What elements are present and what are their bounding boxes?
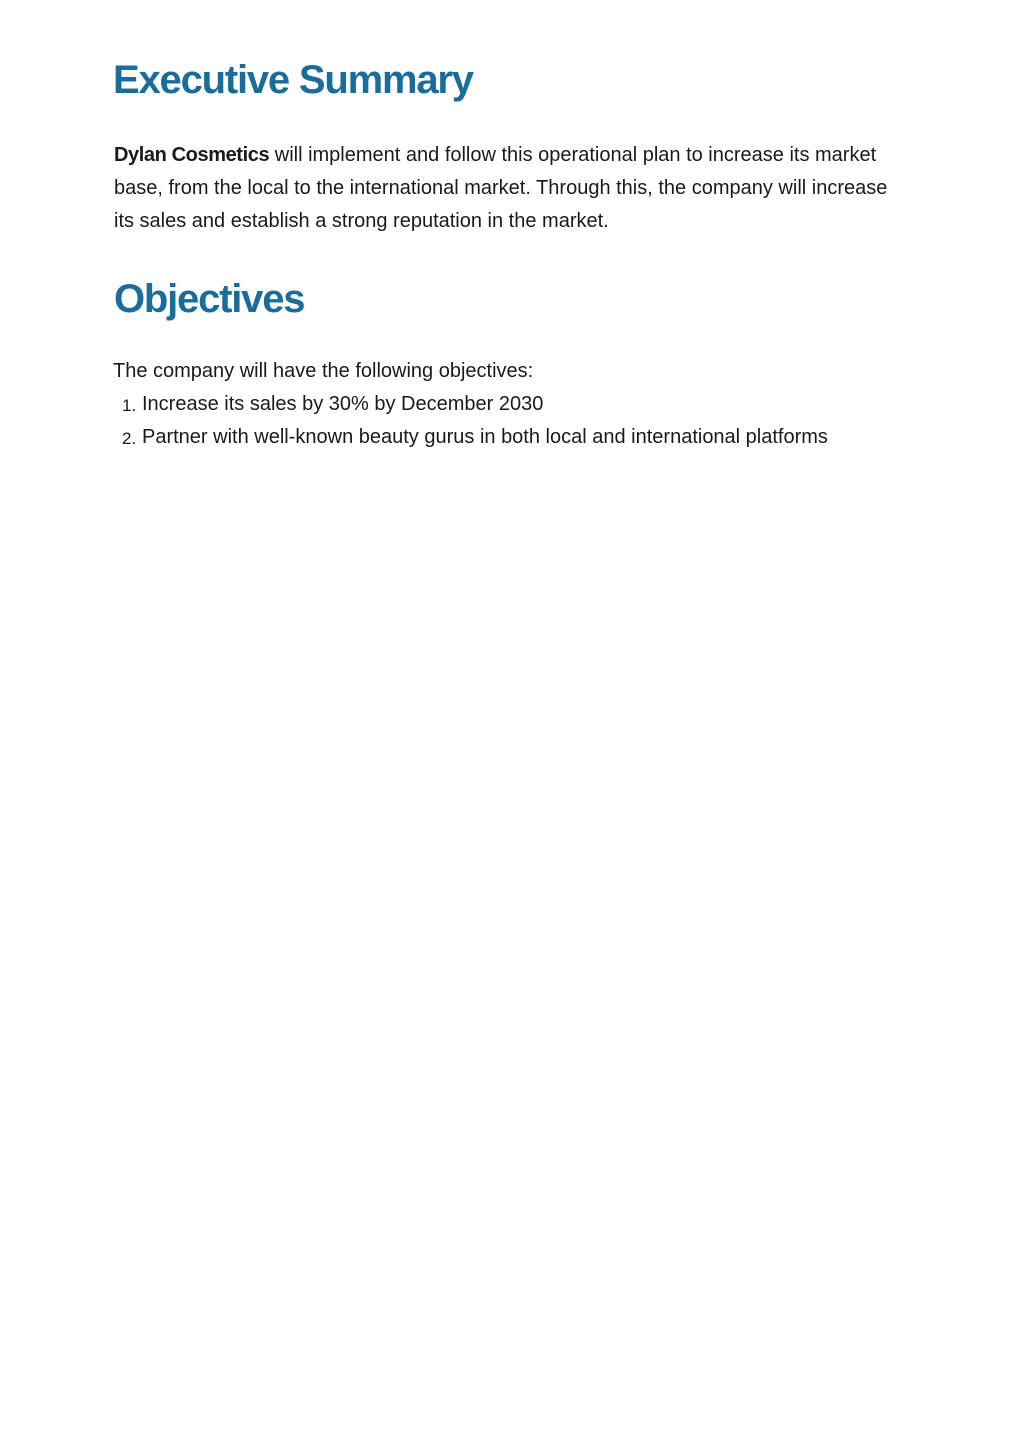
objective-text: Partner with well-known beauty gurus in both local and international platforms	[142, 426, 828, 448]
objectives-list	[113, 388, 893, 454]
objective-item	[113, 421, 893, 454]
objectives-lead: The company will have the following objectives:	[113, 360, 534, 382]
company-name: Dylan Cosmetics	[114, 144, 270, 166]
objective-item	[113, 388, 893, 421]
document-content	[113, 52, 893, 454]
executive-summary-heading: Executive Summary	[113, 58, 473, 102]
objective-number: 1.	[122, 396, 137, 415]
objective-number: 2.	[122, 429, 137, 448]
executive-summary-body: will implement and follow this operational plan to increase its market base, from the local to the international market. Through this, the company will increase its sales and establish a strong reputation in the market.	[114, 144, 888, 232]
objective-text: Increase its sales by 30% by December 2030	[142, 393, 544, 415]
objectives-heading: Objectives	[114, 277, 305, 321]
executive-summary-paragraph	[114, 139, 893, 238]
